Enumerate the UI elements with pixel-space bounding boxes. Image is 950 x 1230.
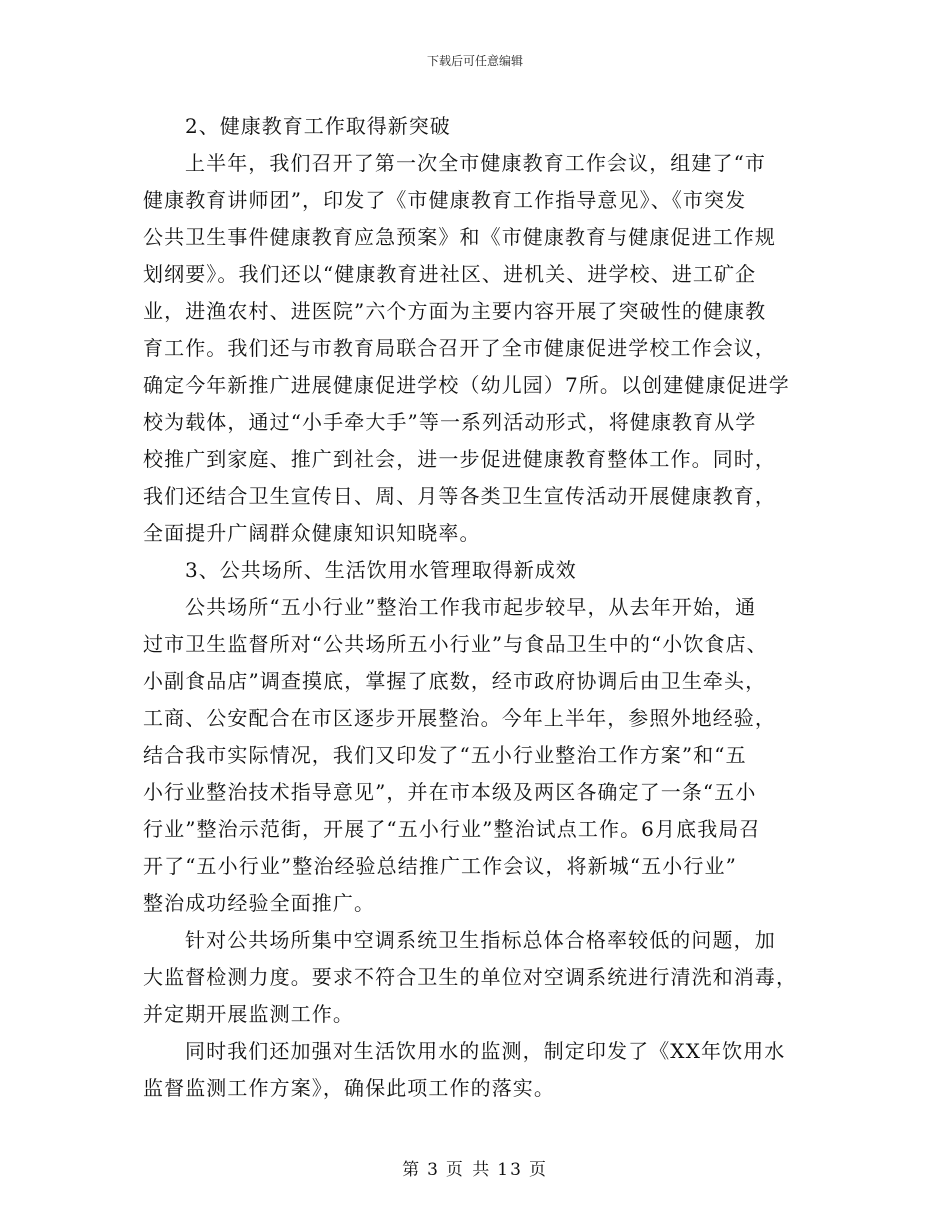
text-line: 划纲要》。我们还以“健康教育进社区、进机关、进学校、进工矿企: [143, 262, 757, 286]
text-line: 开了“五小行业”整治经验总结推广工作会议，将新城“五小行业”: [143, 854, 737, 878]
text-line: 校为载体，通过“小手牵大手”等一系列活动形式，将健康教育从学: [143, 410, 757, 434]
text-line: 过市卫生监督所对“公共场所五小行业”与食品卫生中的“小饮食店、: [143, 632, 768, 656]
section-3-paragraph-1: [143, 589, 811, 922]
section-3-heading: 3、公共场所、生活饮用水管理取得新成效: [185, 558, 577, 582]
section-3-paragraph-3: [143, 1033, 811, 1107]
text-line: 同时我们还加强对生活饮用水的监测，制定印发了《XX年饮用水: [185, 1039, 786, 1063]
text-line: 公共卫生事件健康教育应急预案》和《市健康教育与健康促进工作规: [143, 225, 776, 249]
text-line: 针对公共场所集中空调系统卫生指标总体合格率较低的问题，加: [185, 928, 776, 952]
page-footer: [0, 1155, 950, 1180]
text-line: 育工作。我们还与市教育局联合召开了全市健康促进学校工作会议，: [143, 336, 776, 360]
page-header-note: 下载后可任意编辑: [426, 54, 523, 68]
section-2-paragraph: [143, 145, 811, 552]
text-line: 整治成功经验全面推广。: [143, 891, 376, 915]
text-line: 小副食品店”调查摸底，掌握了底数，经市政府协调后由卫生牵头，: [143, 669, 767, 693]
text-line: 大监督检测力度。要求不符合卫生的单位对空调系统进行清洗和消毒，: [143, 965, 798, 989]
text-line: 公共场所“五小行业”整治工作我市起步较早，从去年开始，通: [185, 595, 757, 619]
text-line: 小行业整治技术指导意见”，并在市本级及两区各确定了一条“五小: [143, 780, 757, 804]
text-line: 监督监测工作方案》，确保此项工作的落实。: [143, 1076, 555, 1100]
text-line: 结合我市实际情况，我们又印发了“五小行业整治工作方案”和“五: [143, 743, 747, 767]
section-3-paragraph-2: [143, 922, 811, 1033]
text-line: 全面提升广阔群众健康知识知晓率。: [143, 521, 481, 545]
footer-prefix: 第: [402, 1160, 422, 1180]
text-line: 校推广到家庭、推广到社会，进一步促进健康教育整体工作。同时，: [143, 447, 776, 471]
text-line: 工商、公安配合在市区逐步开展整治。今年上半年，参照外地经验，: [143, 706, 776, 730]
footer-page-number: 3: [427, 1160, 440, 1180]
text-line: 我们还结合卫生宣传日、周、月等各类卫生宣传活动开展健康教育，: [143, 484, 776, 508]
section-2-heading: 2、健康教育工作取得新突破: [185, 114, 451, 138]
footer-total-pages: 13: [497, 1160, 523, 1180]
text-line: 行业”整治示范街，开展了“五小行业”整治试点工作。6月底我局召: [143, 817, 761, 841]
text-line: 并定期开展监测工作。: [143, 1002, 354, 1026]
text-line: 确定今年新推广进展健康促进学校（幼儿园）7所。以创建健康促进学: [143, 373, 790, 397]
text-line: 上半年，我们召开了第一次全市健康教育工作会议，组建了“市: [185, 151, 767, 175]
text-line: 业，进渔农村、进医院”六个方面为主要内容开展了突破性的健康教: [143, 299, 767, 323]
footer-middle: 页 共: [445, 1160, 492, 1180]
footer-suffix: 页: [528, 1160, 548, 1180]
document-body: [143, 108, 811, 1107]
text-line: 健康教育讲师团”，印发了《市健康教育工作指导意见》、《市突发: [143, 188, 747, 212]
